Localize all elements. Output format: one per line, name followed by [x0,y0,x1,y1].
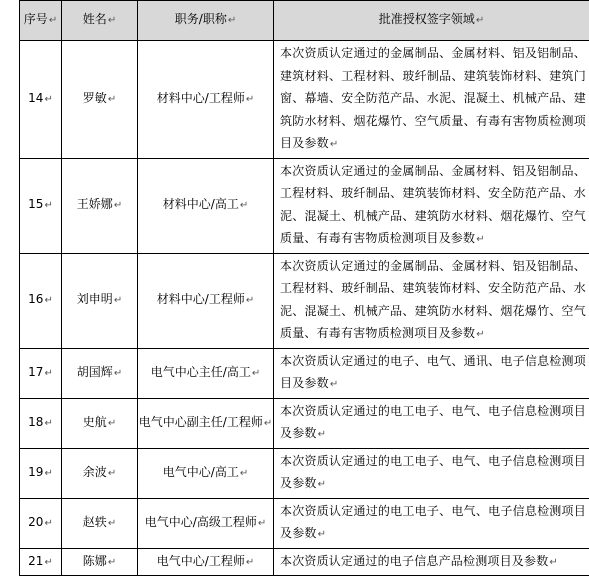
scope-cell: 本次资质认定通过的金属制品、金属材料、铝及铝制品、建筑材料、工程材料、玻纤制品、建筑装饰材料、建筑门窗、幕墙、安全防范产品、水泥、混凝土、机械产品、建筑防水材料、烟花爆竹、空气质量、有毒有害物质检测项目及参数↵ [274,41,589,159]
paragraph-mark: ↵ [44,94,52,105]
scope-cell: 本次资质认定通过的电工电子、电气、电子信息检测项目及参数↵ [274,398,589,448]
paragraph-mark: ↵ [108,468,116,479]
name-cell: 王娇娜↵ [62,158,138,253]
paragraph-mark: ↵ [108,557,116,568]
position-cell: 材料中心/高工↵ [138,158,274,253]
scope-cell: 本次资质认定通过的电子信息产品检测项目及参数↵ [274,548,589,576]
paragraph-mark: ↵ [318,529,327,540]
paragraph-mark: ↵ [108,518,116,529]
header-position [138,1,274,41]
name-cell: 罗敏↵ [62,41,138,159]
position-cell: 材料中心/工程师↵ [138,41,274,159]
scope-cell: 本次资质认定通过的电子、电气、通讯、电子信息检测项目及参数↵ [274,348,589,398]
seq-cell: 20↵ [20,498,62,548]
paragraph-mark: ↵ [44,295,52,306]
seq-cell: 16↵ [20,253,62,348]
paragraph-mark: ↵ [246,94,254,105]
name-cell: 刘申明↵ [62,253,138,348]
header-seq [20,1,62,41]
paragraph-mark: ↵ [240,200,248,211]
paragraph-mark: ↵ [44,418,52,429]
position-cell: 电气中心/工程师↵ [138,548,274,576]
paragraph-mark: ↵ [258,518,266,529]
table-row [20,348,589,398]
name-cell: 胡国辉↵ [62,348,138,398]
seq-cell: 14↵ [20,41,62,159]
seq-cell: 21↵ [20,548,62,576]
table-row [20,498,589,548]
seq-cell: 19↵ [20,448,62,498]
paragraph-mark: ↵ [252,368,260,379]
paragraph-mark: ↵ [114,368,122,379]
header-scope [274,1,589,41]
paragraph-mark: ↵ [228,15,236,26]
scope-cell: 本次资质认定通过的电工电子、电气、电子信息检测项目及参数↵ [274,448,589,498]
paragraph-mark: ↵ [108,418,116,429]
name-cell: 余波↵ [62,448,138,498]
paragraph-mark: ↵ [330,379,339,390]
paragraph-mark: ↵ [44,468,52,479]
paragraph-mark: ↵ [108,94,116,105]
header-scope-label: 批准授权签字领域 [379,12,475,26]
table-row [20,398,589,448]
table-header-row [20,1,589,41]
paragraph-mark: ↵ [49,15,57,26]
table-row [20,158,589,253]
paragraph-mark: ↵ [108,15,116,26]
scope-cell: 本次资质认定通过的金属制品、金属材料、铝及铝制品、工程材料、玻纤制品、建筑装饰材料、安全防范产品、水泥、混凝土、机械产品、建筑防水材料、烟花爆竹、空气质量、有毒有害物质检测项目及参数↵ [274,158,589,253]
scope-cell: 本次资质认定通过的金属制品、金属材料、铝及铝制品、工程材料、玻纤制品、建筑装饰材料、安全防范产品、水泥、混凝土、机械产品、建筑防水材料、烟花爆竹、空气质量、有毒有害物质检测项目及参数↵ [274,253,589,348]
paragraph-mark: ↵ [318,429,327,440]
paragraph-mark: ↵ [264,418,272,429]
table-row [20,41,589,159]
paragraph-mark: ↵ [44,518,52,529]
header-position-label: 职务/职称 [175,12,227,26]
paragraph-mark: ↵ [114,295,122,306]
table-row [20,448,589,498]
paragraph-mark: ↵ [44,200,52,211]
header-seq-label: 序号 [24,12,48,26]
paragraph-mark: ↵ [318,479,327,490]
header-name-label: 姓名 [83,12,107,26]
seq-cell: 18↵ [20,398,62,448]
paragraph-mark: ↵ [44,557,52,568]
header-name [62,1,138,41]
paragraph-mark: ↵ [44,368,52,379]
table-row [20,253,589,348]
position-cell: 电气中心主任/高工↵ [138,348,274,398]
paragraph-mark: ↵ [330,139,339,150]
table-body [20,41,589,576]
seq-cell: 17↵ [20,348,62,398]
position-cell: 电气中心副主任/工程师↵ [138,398,274,448]
name-cell: 赵轶↵ [62,498,138,548]
scope-cell: 本次资质认定通过的电工电子、电气、电子信息检测项目及参数↵ [274,498,589,548]
paragraph-mark: ↵ [476,234,485,245]
paragraph-mark: ↵ [549,557,558,568]
paragraph-mark: ↵ [240,468,248,479]
name-cell: 陈娜↵ [62,548,138,576]
name-cell: 史航↵ [62,398,138,448]
seq-cell: 15↵ [20,158,62,253]
position-cell: 电气中心/高级工程师↵ [138,498,274,548]
paragraph-mark: ↵ [246,557,254,568]
position-cell: 材料中心/工程师↵ [138,253,274,348]
paragraph-mark: ↵ [114,200,122,211]
signatory-table [19,0,589,576]
paragraph-mark: ↵ [476,329,485,340]
table-row [20,548,589,576]
paragraph-mark: ↵ [246,295,254,306]
paragraph-mark: ↵ [476,15,484,26]
position-cell: 电气中心/高工↵ [138,448,274,498]
